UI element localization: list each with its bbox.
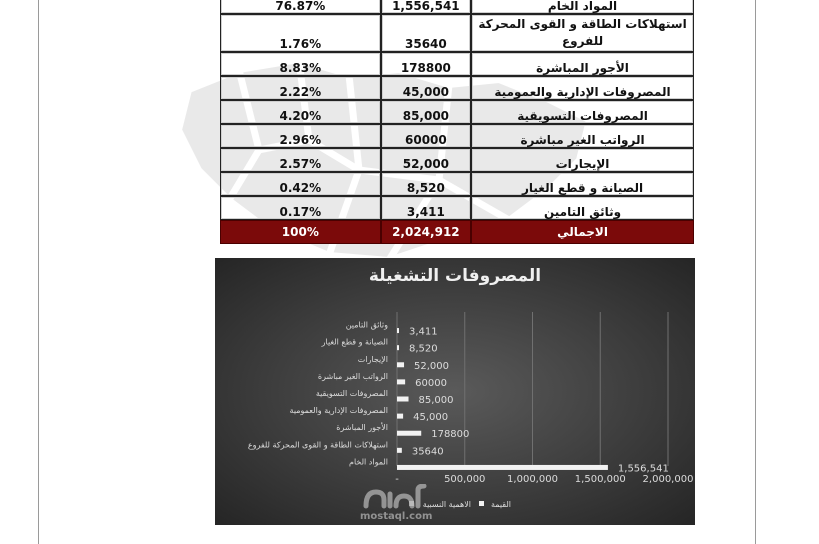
- bar-data-label: 45,000: [413, 412, 449, 424]
- table-row: [220, 172, 694, 196]
- category-label: الصيانة و قطع الغيار: [321, 337, 388, 347]
- table-row: [220, 100, 694, 124]
- row-percentage: 2.57%: [220, 148, 381, 172]
- table-row: [220, 0, 694, 14]
- row-percentage: 0.17%: [220, 196, 381, 220]
- x-tick-label: 1,500,000: [574, 474, 626, 485]
- row-value: 45,000: [381, 76, 471, 100]
- total-label: الاجمالي: [471, 220, 694, 244]
- row-item-label: المصروفات التسويقية: [471, 100, 694, 124]
- bar-data-label: 8,520: [409, 343, 438, 355]
- x-tick-label: 2,000,000: [642, 474, 694, 485]
- row-item-label: المواد الخام: [471, 0, 694, 14]
- row-item-label: وثائق التامين: [471, 196, 694, 220]
- legend-label-value: القيمة: [490, 500, 511, 509]
- bar-data-label: 85,000: [418, 395, 454, 406]
- x-tick-label: -: [395, 474, 399, 485]
- bar: [397, 328, 399, 333]
- x-tick-label: 1,000,000: [507, 474, 558, 485]
- row-value: 178800: [381, 52, 471, 76]
- table-row: [220, 196, 694, 220]
- row-percentage: 1.76%: [220, 14, 381, 52]
- total-value: 2,024,912: [381, 220, 471, 244]
- legend-label-share: الاهمية النسبية: [422, 500, 471, 509]
- row-percentage: 0.42%: [220, 172, 381, 196]
- category-label: المصروفات التسويقية: [315, 389, 388, 398]
- table-row: [220, 14, 694, 52]
- watermark-url: mostaql.com: [360, 511, 433, 522]
- table-total-row: [220, 220, 694, 244]
- table-row: [220, 148, 694, 172]
- bar: [397, 345, 399, 350]
- row-percentage: 2.96%: [220, 124, 381, 148]
- bar: [397, 414, 403, 419]
- bar: [397, 397, 409, 402]
- row-percentage: 76.87%: [220, 0, 381, 14]
- row-percentage: 4.20%: [220, 100, 381, 124]
- bar-data-label: 1,556,541: [617, 463, 669, 475]
- bar-data-label: 35640: [411, 446, 444, 458]
- bar-data-label: 60000: [415, 377, 447, 389]
- row-item-label: الأجور المباشرة: [471, 52, 694, 76]
- table-row: [220, 52, 694, 76]
- category-label: الرواتب الغير مباشرة: [317, 371, 388, 381]
- chart-title: المصروفات التشغيلة: [368, 266, 542, 286]
- row-item-label: الرواتب الغير مباشرة: [471, 124, 694, 148]
- row-item-label: استهلاكات الطاقة و القوى المحركة للفروع: [471, 14, 694, 52]
- x-tick-label: 500,000: [444, 474, 486, 485]
- bar: [397, 465, 608, 470]
- row-value: 60000: [381, 124, 471, 148]
- row-percentage: 8.83%: [220, 52, 381, 76]
- category-label: استهلاكات الطاقة و القوى المحركة للفروع: [247, 440, 388, 450]
- operating-costs-table: [220, 0, 694, 244]
- table-row: [220, 124, 694, 148]
- site-watermark: [358, 484, 458, 524]
- row-item-label: الصيانة و قطع الغيار: [471, 172, 694, 196]
- legend-swatch-value: [479, 501, 484, 506]
- bar: [397, 431, 421, 436]
- category-label: المواد الخام: [349, 457, 388, 467]
- row-value: 52,000: [381, 148, 471, 172]
- bar: [397, 362, 404, 367]
- bar: [397, 379, 405, 384]
- row-value: 1,556,541: [381, 0, 471, 14]
- bar-data-label: 178800: [431, 429, 470, 441]
- total-percentage: 100%: [220, 220, 381, 244]
- row-item-label: الإيجارات: [471, 148, 694, 172]
- row-item-label: المصروفات الإدارية والعمومية: [471, 76, 694, 100]
- bar-data-label: 52,000: [414, 360, 450, 372]
- row-value: 85,000: [381, 100, 471, 124]
- bar-data-label: 3,411: [409, 326, 438, 338]
- category-label: المصروفات الإدارية والعمومية: [289, 406, 388, 416]
- bar: [397, 448, 402, 453]
- mostaql-logo-icon: [362, 484, 432, 512]
- row-percentage: 2.22%: [220, 76, 381, 100]
- row-value: 8,520: [381, 172, 471, 196]
- row-value: 3,411: [381, 196, 471, 220]
- category-label: الأجور المباشرة: [336, 423, 388, 433]
- row-value: 35640: [381, 14, 471, 52]
- category-label: الإيجارات: [357, 354, 388, 364]
- category-label: وثائق التامين: [345, 320, 388, 330]
- table-row: [220, 76, 694, 100]
